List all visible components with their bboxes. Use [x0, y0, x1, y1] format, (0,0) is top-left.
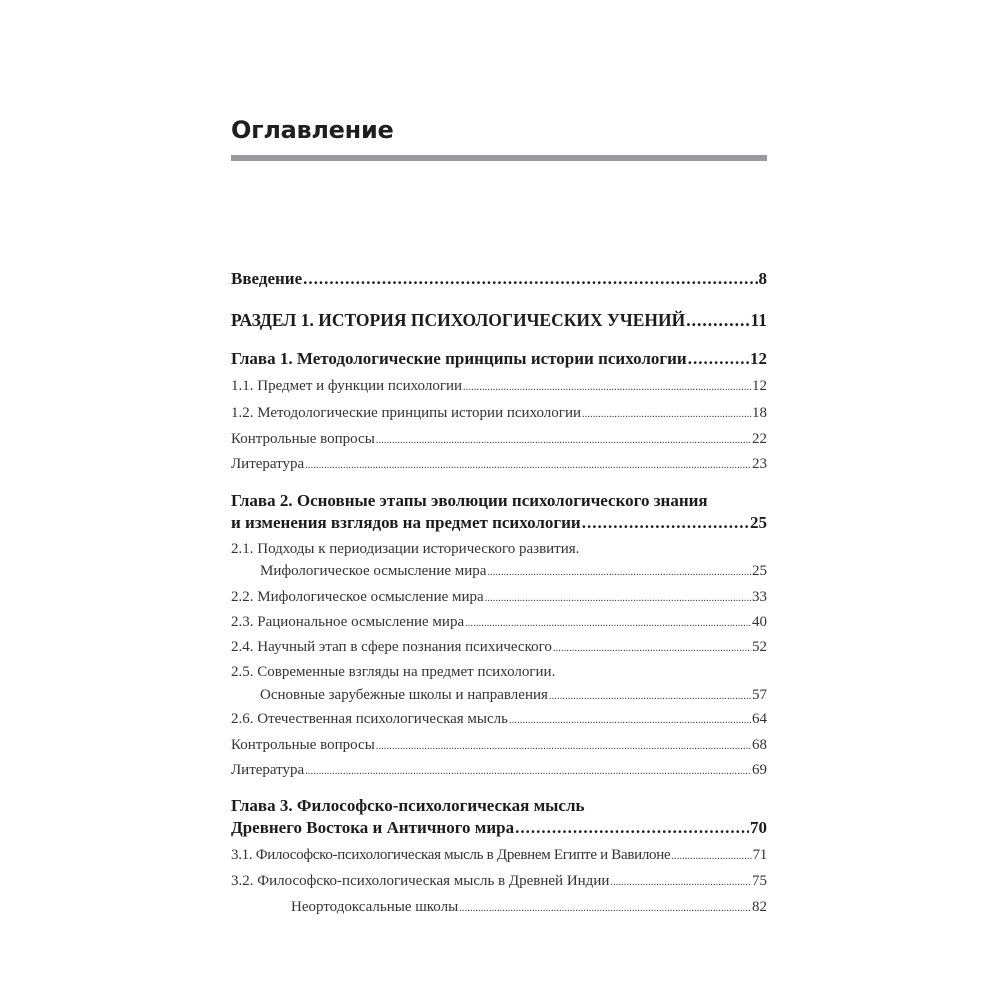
title-underline: [231, 155, 767, 161]
entry-text: Литература: [231, 762, 305, 778]
dot-leader: [688, 349, 749, 369]
page-number: 25: [752, 563, 767, 579]
entry-text: 2.4. Научный этап в сфере познания психического: [231, 639, 552, 655]
page-number: 70: [750, 818, 767, 837]
dot-leader: [553, 643, 751, 654]
dot-leader: [459, 903, 751, 914]
dot-leader: [463, 382, 751, 393]
page-number: 75: [752, 873, 767, 889]
page-number: 18: [752, 405, 767, 421]
page-number: 40: [752, 614, 767, 630]
page-number: 12: [752, 378, 767, 394]
entry-text: Литература: [231, 456, 305, 472]
page-number: 64: [752, 711, 767, 727]
dot-leader: [686, 310, 749, 331]
dot-leader: [515, 818, 749, 838]
chapter-2-line-1: Глава 2. Основные этапы эволюции психологического знания: [231, 491, 708, 510]
page-number: 25: [750, 513, 767, 532]
toc-entry[interactable]: [231, 639, 767, 656]
entry-text: Основные зарубежные школы и направления: [260, 687, 548, 703]
toc-entry-chapter-2[interactable]: [231, 513, 767, 533]
entry-text: 2.3. Рациональное осмысление мира: [231, 614, 465, 630]
entry-text: 3.1. Философско-психологическая мысль в Древнем Египте и Вавилоне: [231, 847, 671, 863]
dot-leader: [305, 766, 751, 777]
dot-leader: [610, 877, 751, 888]
dot-leader: [305, 460, 751, 471]
toc-entry[interactable]: [231, 378, 767, 395]
toc-entry[interactable]: [231, 873, 767, 890]
entry-text: 2.6. Отечественная психологическая мысль: [231, 711, 508, 727]
entry-text: Контрольные вопросы: [231, 431, 375, 447]
toc-entry[interactable]: [231, 687, 767, 704]
page-number: 8: [758, 269, 767, 288]
page-number: 23: [752, 456, 767, 472]
toc-entry-introduction[interactable]: [231, 269, 767, 289]
toc-entry[interactable]: [231, 614, 767, 631]
page-number: 57: [752, 687, 767, 703]
toc-entry[interactable]: [231, 762, 767, 779]
entry-text: Древнего Востока и Античного мира: [231, 818, 515, 837]
toc-entry-section-1[interactable]: [231, 310, 767, 331]
toc-entry[interactable]: [231, 563, 767, 580]
entry-text: Мифологическое осмысление мира: [260, 563, 487, 579]
entry-text: 1.1. Предмет и функции психологии: [231, 378, 463, 394]
page-number: 52: [752, 639, 767, 655]
toc-entry[interactable]: [231, 711, 767, 728]
page-number: 68: [752, 737, 767, 753]
entry-line-1: 2.1. Подходы к периодизации исторического развития.: [231, 541, 580, 557]
toc-entry[interactable]: [231, 589, 767, 606]
toc-entry[interactable]: [231, 847, 767, 864]
toc-entry-chapter-3[interactable]: [231, 818, 767, 838]
toc-entry[interactable]: [231, 456, 767, 473]
page-number: 71: [752, 847, 767, 863]
page-number: 12: [750, 349, 767, 368]
chapter-3-line-1: Глава 3. Философско-психологическая мысль: [231, 796, 585, 815]
entry-text: Неортодоксальные школы: [291, 899, 459, 915]
page-number: 69: [752, 762, 767, 778]
toc-entry-chapter-1[interactable]: [231, 349, 767, 369]
page-title: Оглавление: [231, 116, 394, 144]
entry-text: 2.2. Мифологическое осмысление мира: [231, 589, 484, 605]
page-number: 22: [752, 431, 767, 447]
dot-leader: [303, 269, 757, 289]
entry-text: 1.2. Методологические принципы истории психологии: [231, 405, 582, 421]
dot-leader: [485, 593, 751, 604]
toc-entry[interactable]: [231, 405, 767, 422]
dot-leader: [465, 618, 751, 629]
page-number: 33: [752, 589, 767, 605]
dot-leader: [671, 851, 751, 862]
dot-leader: [487, 567, 751, 578]
dot-leader: [509, 715, 751, 726]
page-number: 82: [752, 899, 767, 915]
page-number: 11: [750, 310, 767, 330]
entry-text: Глава 1. Методологические принципы истории психологии: [231, 349, 687, 368]
dot-leader: [549, 691, 751, 702]
entry-text: 3.2. Философско-психологическая мысль в Древней Индии: [231, 873, 610, 889]
toc-entry[interactable]: [231, 431, 767, 448]
dot-leader: [582, 513, 749, 533]
entry-text: РАЗДЕЛ 1. ИСТОРИЯ ПСИХОЛОГИЧЕСКИХ УЧЕНИЙ: [231, 310, 686, 330]
dot-leader: [582, 409, 751, 420]
entry-text: Введение: [231, 269, 303, 288]
entry-text: Контрольные вопросы: [231, 737, 375, 753]
dot-leader: [376, 435, 751, 446]
toc-entry[interactable]: [231, 737, 767, 754]
toc-entry[interactable]: [231, 899, 767, 916]
entry-text: и изменения взглядов на предмет психологии: [231, 513, 581, 532]
dot-leader: [376, 741, 751, 752]
entry-line-1: 2.5. Современные взгляды на предмет психологии.: [231, 664, 556, 680]
